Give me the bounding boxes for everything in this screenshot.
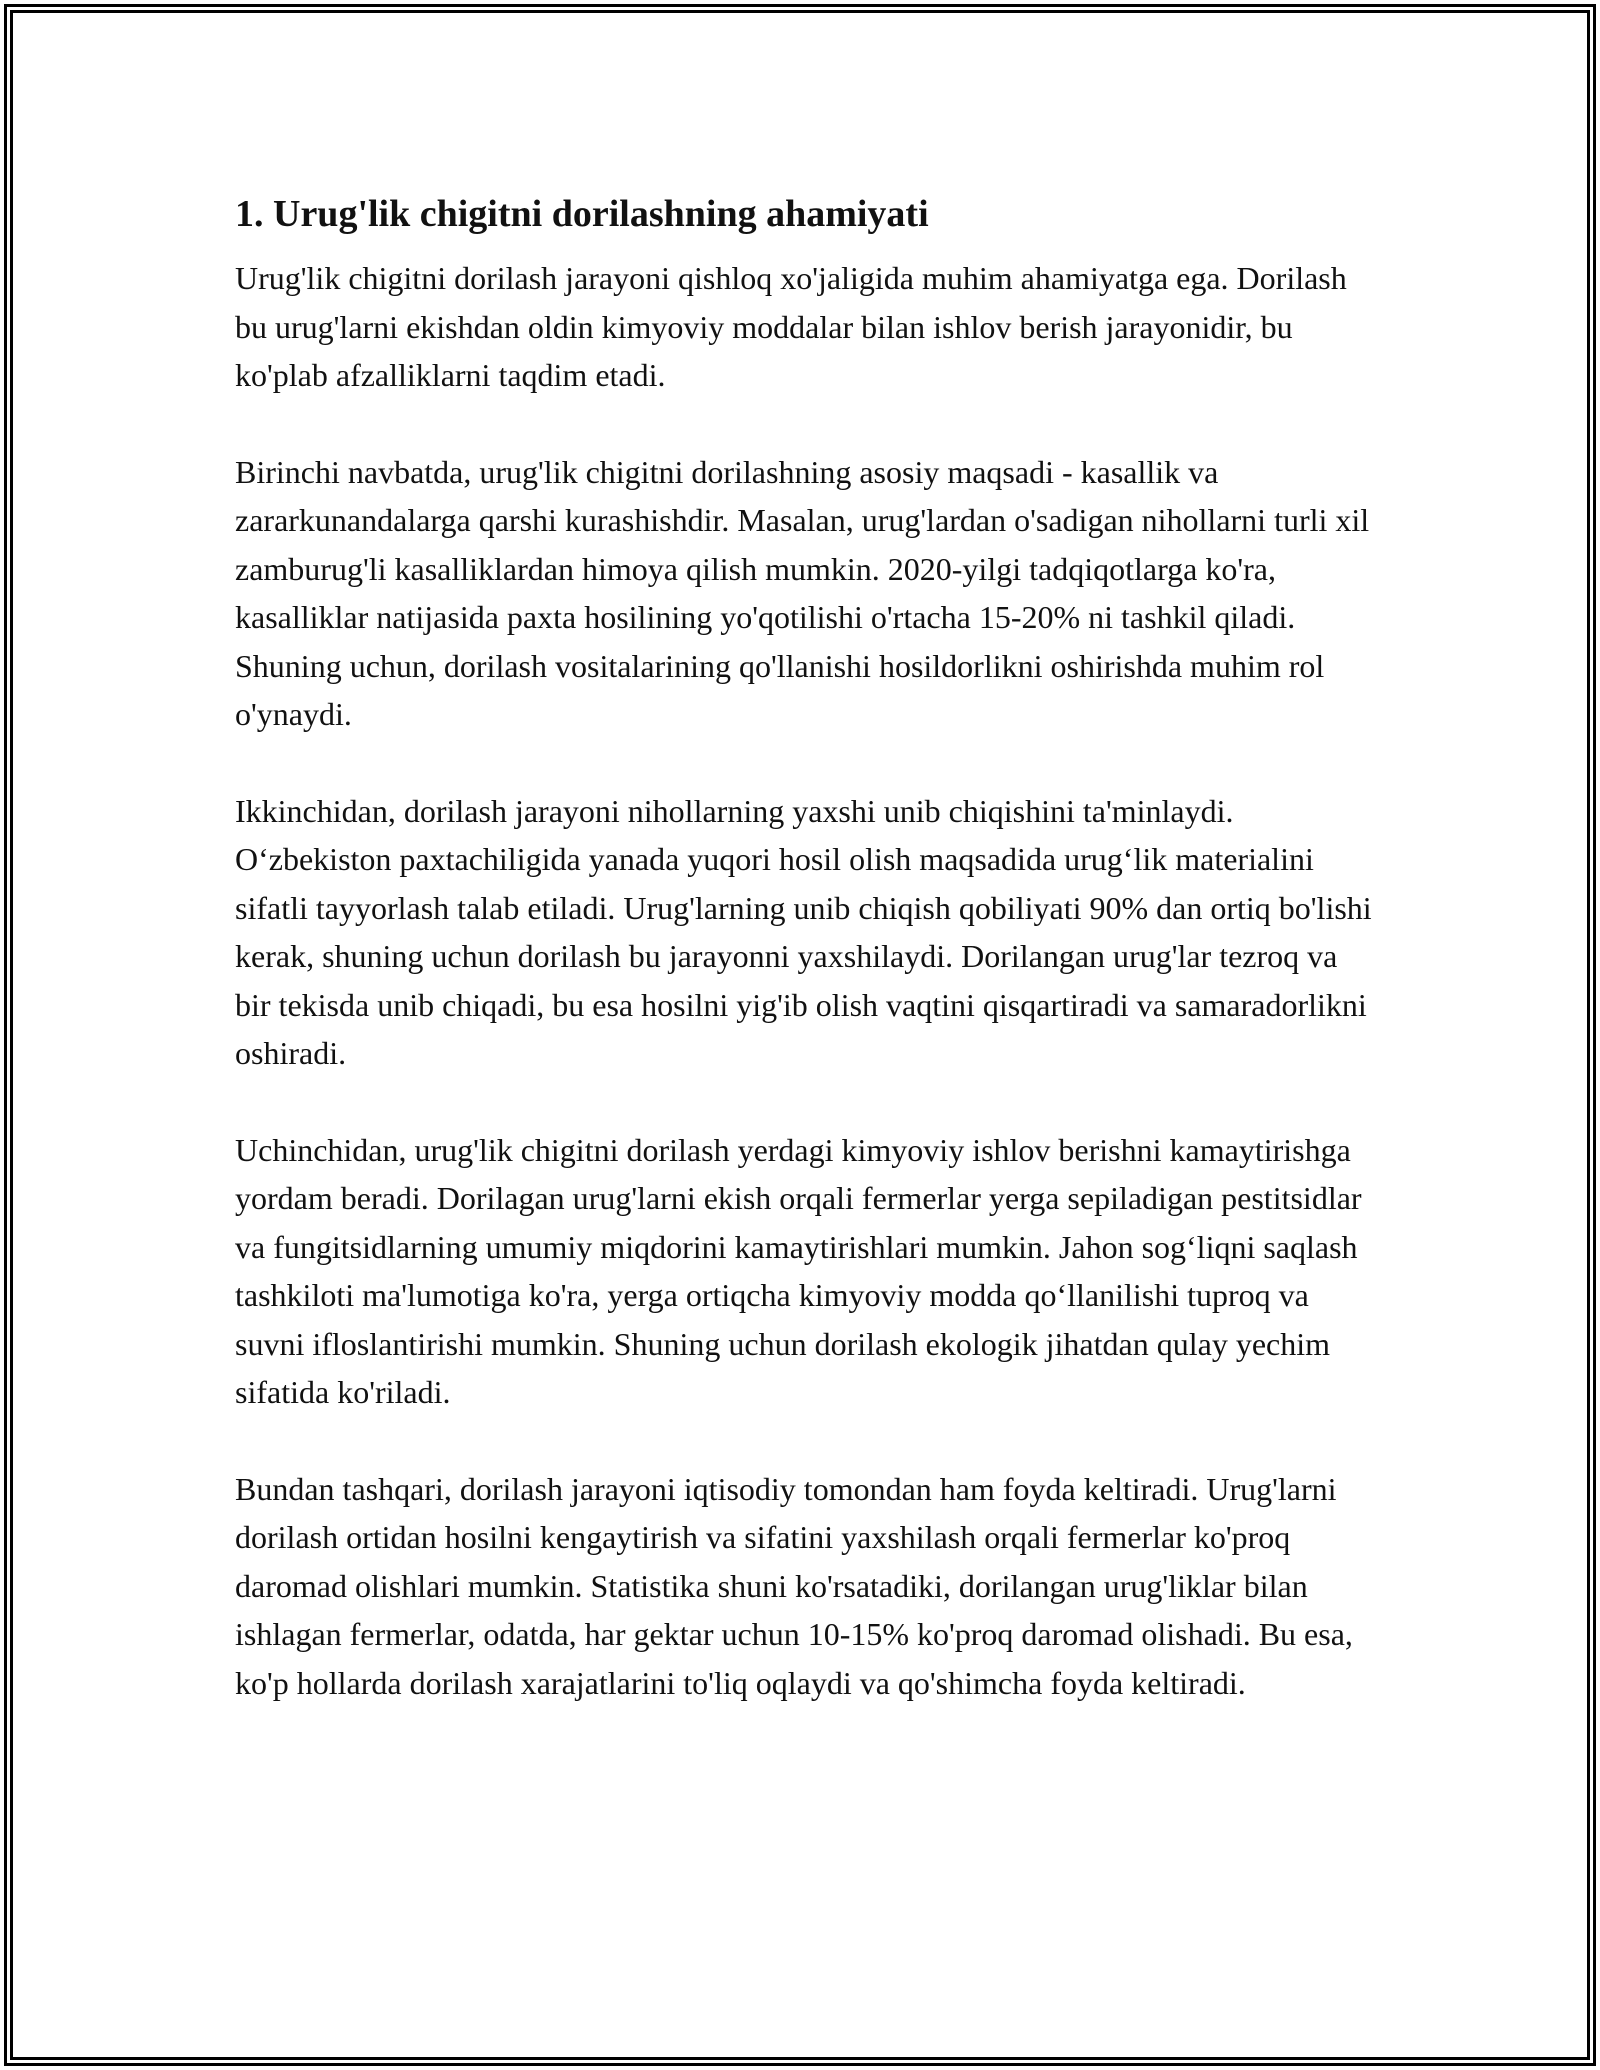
document-body: [235, 184, 1375, 1755]
paragraph-second-point: Ikkinchidan, dorilash jarayoni nihollarning yaxshi unib chiqishini ta'minlaydi. O‘zbekiston paxtachiligida yanada yuqori hosil olish maqsadida urug‘lik materialini sifatli tayyorlash talab etiladi. Urug'larning unib chiqish qobiliyati 90% dan ortiq bo'lishi kerak, shuning uchun dorilash bu jarayonni yaxshilaydi. Dorilangan urug'lar tezroq va bir tekisda unib chiqadi, bu esa hosilni yig'ib olish vaqtini qisqartiradi va samaradorlikni oshiradi.: [235, 792, 1372, 1071]
paragraph-intro: Urug'lik chigitni dorilash jarayoni qishloq xo'jaligida muhim ahamiyatga ega. Dorilash bu urug'larni ekishdan oldin kimyoviy moddalar bilan ishlov berish jarayonidir, bu ko'plab afzalliklarni taqdim etadi.: [235, 260, 1347, 393]
paragraph-third-point: Uchinchidan, urug'lik chigitni dorilash yerdagi kimyoviy ishlov berishni kamaytirishga yordam beradi. Dorilagan urug'larni ekish orqali fermerlar yerga sepiladigan pestitsidlar va fungitsidlarning umumiy miqdorini kamaytirishlari mumkin. Jahon sog‘liqni saqlash tashkiloti ma'lumotiga ko'ra, yerga ortiqcha kimyoviy modda qo‘llanilishi tuproq va suvni ifloslantirishi mumkin. Shuning uchun dorilash ekologik jihatdan qulay yechim sifatida ko'riladi.: [235, 1131, 1362, 1410]
section-heading: 1. Urug'lik chigitni dorilashning ahamiyati: [235, 193, 929, 235]
paragraph-economic-benefit: Bundan tashqari, dorilash jarayoni iqtisodiy tomondan ham foyda keltiradi. Urug'larni dorilash ortidan hosilni kengaytirish va sifatini yaxshilash orqali fermerlar ko'proq daromad olishlari mumkin. Statistika shuni ko'rsatadiki, dorilangan urug'liklar bilan ishlagan fermerlar, odatda, har gektar uchun 10-15% ko'proq daromad olishadi. Bu esa, ko'p hollarda dorilash xarajatlarini to'liq oqlaydi va qo'shimcha foyda keltiradi.: [235, 1470, 1353, 1701]
paragraph-first-point: Birinchi navbatda, urug'lik chigitni dorilashning asosiy maqsadi - kasallik va zararkunandalarga qarshi kurashishdir. Masalan, urug'lardan o'sadigan nihollarni turli xil zamburug'li kasalliklardan himoya qilish mumkin. 2020-yilgi tadqiqotlarga ko'ra, kasalliklar natijasida paxta hosilining yo'qotilishi o'rtacha 15-20% ni tashkil qiladi. Shuning uchun, dorilash vositalarining qo'llanishi hosildorlikni oshirishda muhim rol o'ynaydi.: [235, 453, 1370, 732]
